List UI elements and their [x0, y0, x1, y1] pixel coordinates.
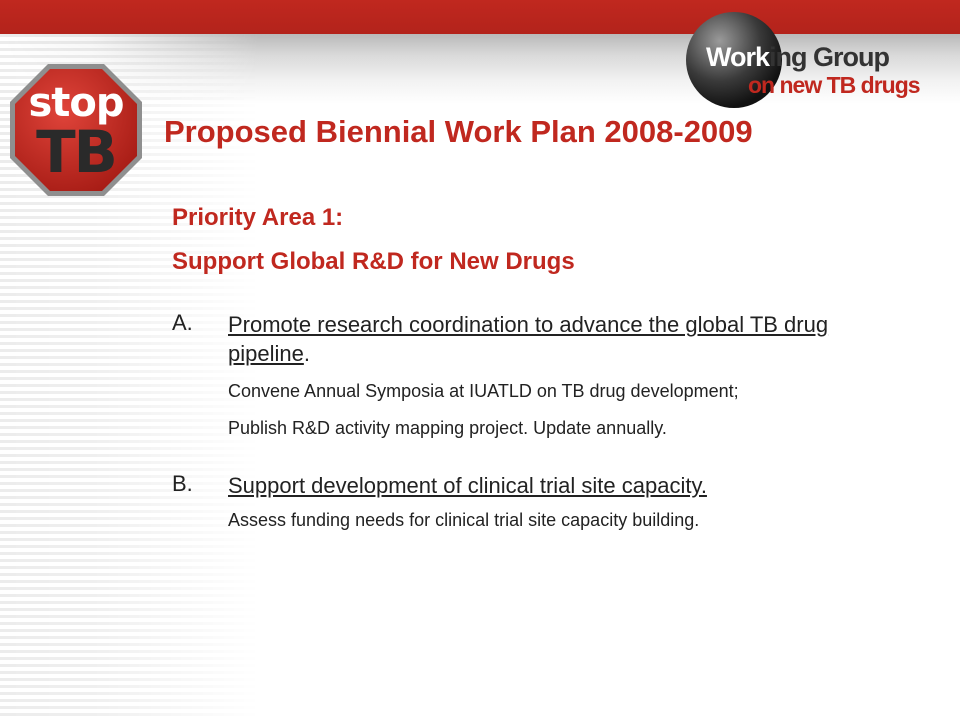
item-heading: Promote research coordination to advance the global TB drug pipeline.	[228, 312, 829, 366]
item-detail: Convene Annual Symposia at IUATLD on TB drug development;	[228, 381, 739, 401]
item-letter: B.	[172, 471, 193, 496]
priority-area-label: Priority Area 1:	[172, 204, 344, 231]
item-detail: Publish R&D activity mapping project. Update annually.	[228, 418, 667, 438]
working-group-logo	[676, 10, 920, 110]
item-detail: Assess funding needs for clinical trial site capacity building.	[228, 510, 700, 530]
stop-tb-logo-stop-text: stop	[28, 80, 124, 126]
stop-tb-logo	[8, 62, 144, 198]
priority-area-name: Support Global R&D for New Drugs	[172, 248, 575, 275]
item-letter: A.	[172, 310, 193, 335]
item-heading: Support development of clinical trial site capacity.	[228, 473, 707, 498]
working-group-logo-line2: on new TB drugs	[748, 72, 920, 98]
slide-title: Proposed Biennial Work Plan 2008-2009	[164, 114, 753, 149]
working-group-logo-line1: Working Group	[706, 42, 889, 72]
stop-tb-logo-tb-text: TB	[36, 118, 116, 186]
